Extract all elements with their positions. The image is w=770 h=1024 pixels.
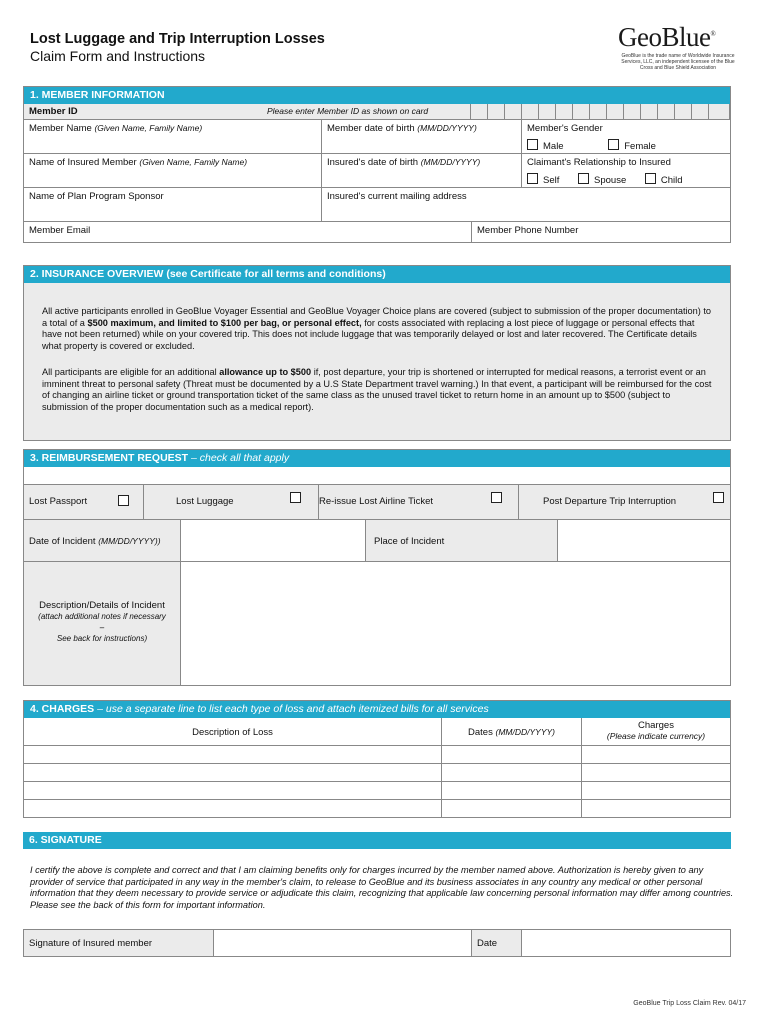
section-4-heading: 4. CHARGES – use a separate line to list each type of loss and attach itemized bills for all services [24, 701, 730, 718]
charge-amount-input[interactable] [582, 800, 730, 817]
lost-passport-checkbox[interactable] [118, 495, 129, 506]
charge-amount-input[interactable] [582, 764, 730, 782]
lost-passport-label: Lost Passport [29, 496, 88, 507]
col-dates-header [442, 718, 582, 746]
insured-dob-label: Insured's date of birth [327, 157, 419, 168]
member-id-box[interactable] [691, 104, 708, 120]
self-checkbox[interactable] [527, 173, 538, 184]
signature-date-input[interactable] [522, 930, 730, 956]
member-id-label: Member ID [29, 106, 78, 117]
date-incident-input[interactable] [181, 520, 366, 562]
member-id-box[interactable] [487, 104, 504, 120]
charge-amount-input[interactable] [582, 782, 730, 800]
member-id-box[interactable] [657, 104, 674, 120]
member-name-field[interactable] [24, 120, 322, 154]
insured-dob-hint: (MM/DD/YYYY) [420, 157, 481, 167]
male-label: Male [543, 141, 564, 152]
member-name-label: Member Name [29, 123, 92, 134]
relationship-field [522, 154, 730, 188]
col-description-label: Description of Loss [192, 727, 273, 738]
member-name-hint: (Given Name, Family Name) [94, 123, 203, 133]
female-label: Female [624, 141, 656, 152]
signature-date-label: Date [477, 938, 498, 949]
geoblue-logo: GeoBlue® [618, 22, 716, 52]
col-charges-hint: (Please indicate currency) [606, 731, 706, 741]
charge-description-input[interactable] [24, 764, 442, 782]
overview-paragraph-1: All active participants enrolled in GeoBlue Voyager Essential and GeoBlue Voyager Choice plans are covered (subject to submission of the proper documentation) to a total of a $500 maximum, and limited to $100 per bag, or personal effect, for costs associated with replacing a lost piece of luggage or personal effects that have not been returned) while on your covered trip. This does not include luggage that was temporarily delayed or lost and later recovered. The Certificate details what property is covered or excluded. [42, 306, 712, 351]
insured-name-field[interactable] [24, 154, 322, 188]
description-input[interactable] [181, 562, 730, 685]
member-id-row [24, 104, 730, 120]
child-checkbox[interactable] [645, 173, 656, 184]
date-label-cell [472, 930, 522, 956]
mailing-address-label: Insured's current mailing address [327, 191, 467, 202]
reimbursement-request-section [23, 449, 731, 686]
charge-dates-input[interactable] [442, 764, 582, 782]
male-checkbox[interactable] [527, 139, 538, 150]
member-id-box[interactable] [555, 104, 572, 120]
member-id-box[interactable] [470, 104, 487, 120]
post-departure-option [519, 485, 730, 520]
spacer-row [24, 467, 730, 485]
member-id-box[interactable] [640, 104, 657, 120]
section-3-heading: 3. REIMBURSEMENT REQUEST – check all that apply [24, 450, 730, 467]
charge-dates-input[interactable] [442, 746, 582, 764]
insurance-overview-section [23, 265, 731, 441]
section-2-heading: 2. INSURANCE OVERVIEW (see Certificate for all terms and conditions) [24, 266, 730, 283]
member-id-box[interactable] [708, 104, 725, 120]
member-id-box[interactable] [674, 104, 691, 120]
post-departure-label: Post Departure Trip Interruption [543, 496, 677, 507]
insured-name-hint: (Given Name, Family Name) [139, 157, 248, 167]
member-id-box[interactable] [572, 104, 589, 120]
charge-description-input[interactable] [24, 800, 442, 817]
signature-label: Signature of Insured member [29, 938, 153, 949]
post-departure-checkbox[interactable] [713, 492, 724, 503]
signature-label-cell [24, 930, 214, 956]
description-hint-2: – [99, 623, 105, 632]
charge-dates-input[interactable] [442, 800, 582, 817]
charge-amount-input[interactable] [582, 746, 730, 764]
relationship-label: Claimant's Relationship to Insured [527, 157, 671, 168]
description-hint-1: (attach additional notes if necessary [38, 612, 166, 621]
description-hint-3: See back for instructions) [56, 634, 148, 643]
member-information-section [23, 86, 731, 243]
signature-section-heading-box [23, 832, 731, 851]
col-charges-label: Charges [638, 720, 674, 731]
place-incident-label-cell [366, 520, 558, 562]
member-id-input[interactable] [470, 104, 730, 120]
gender-label: Member's Gender [527, 123, 603, 134]
charge-description-input[interactable] [24, 782, 442, 800]
insured-name-label: Name of Insured Member [29, 157, 137, 168]
signature-input[interactable] [214, 930, 472, 956]
member-gender-field [522, 120, 730, 154]
col-description-header [24, 718, 442, 746]
lost-passport-option [24, 485, 144, 520]
plan-sponsor-field[interactable] [24, 188, 322, 222]
reissue-ticket-option [319, 485, 519, 520]
member-dob-field[interactable] [322, 120, 522, 154]
place-incident-input[interactable] [558, 520, 730, 562]
charge-dates-input[interactable] [442, 782, 582, 800]
member-email-field[interactable] [24, 222, 472, 242]
member-id-hint: Please enter Member ID as shown on card [267, 106, 429, 116]
plan-sponsor-label: Name of Plan Program Sponsor [29, 191, 164, 202]
section-6-heading: 6. SIGNATURE [23, 832, 731, 849]
date-incident-label: Date of Incident [29, 536, 96, 547]
form-subtitle: Claim Form and Instructions [30, 48, 206, 64]
child-label: Child [660, 175, 683, 186]
member-phone-field[interactable] [472, 222, 730, 242]
lost-luggage-option [144, 485, 319, 520]
member-id-box[interactable] [589, 104, 606, 120]
logo-tagline: GeoBlue is the trade name of Worldwide Insurance Services, LLC, an independent licensee of the Blue Cross and Blue Shield Association [621, 53, 735, 71]
section-1-heading: 1. MEMBER INFORMATION [24, 87, 730, 104]
member-id-box[interactable] [606, 104, 623, 120]
signature-row [23, 929, 731, 957]
member-id-box[interactable] [504, 104, 521, 120]
self-label: Self [543, 175, 560, 186]
date-incident-hint: (MM/DD/YYYY)) [98, 536, 161, 546]
member-dob-label: Member date of birth [327, 123, 415, 134]
member-id-box[interactable] [521, 104, 538, 120]
lost-luggage-label: Lost Luggage [176, 496, 234, 507]
charges-section [23, 700, 731, 818]
mailing-address-field[interactable] [322, 188, 730, 222]
reissue-ticket-label: Re-issue Lost Airline Ticket [319, 496, 434, 507]
charge-description-input[interactable] [24, 746, 442, 764]
spouse-label: Spouse [594, 175, 627, 186]
col-dates-label: Dates [468, 727, 493, 738]
spouse-checkbox[interactable] [578, 173, 589, 184]
form-title: Lost Luggage and Trip Interruption Losses [30, 31, 325, 47]
place-incident-label: Place of Incident [374, 536, 445, 547]
insured-dob-field[interactable] [322, 154, 522, 188]
member-id-box[interactable] [538, 104, 555, 120]
date-incident-label-cell [24, 520, 181, 562]
col-charges-header [582, 718, 730, 746]
description-label-cell [24, 562, 181, 685]
member-id-box[interactable] [623, 104, 640, 120]
col-dates-hint: (MM/DD/YYYY) [495, 727, 555, 737]
overview-paragraph-2: All participants are eligible for an additional allowance up to $500 if, post departure, your trip is shortened or interrupted for medical reasons, a terrorist event or an imminent threat to personal safety (Threat must be documented by a U.S State Department travel warning.) In that event, a participant will be reimbursed for the cost of changing an airline ticket or ground transportation ticket of the same class as the unused travel ticket to return home in an amount up to $500 (subject to submission of the proper documentation such as a medical report). [42, 367, 712, 412]
form-revision-footer: GeoBlue Trip Loss Claim Rev. 04/17 [633, 1000, 746, 1007]
female-checkbox[interactable] [608, 139, 619, 150]
reissue-ticket-checkbox[interactable] [491, 492, 502, 503]
member-dob-hint: (MM/DD/YYYY) [417, 123, 477, 133]
certification-text: I certify the above is complete and correct and that I am claiming benefits only for charges incurred by the member named above. Authorization is hereby given to any provider of service that participated in any way in the member's claim, to release to GeoBlue and its business associates in any country any medical or other personal information that they deem necessary to provide service or adjudicate this claim, recognizing that applicable law concerning personal information may differ among countries. Please see the back of this form for important information. [30, 865, 734, 910]
lost-luggage-checkbox[interactable] [290, 492, 301, 503]
member-phone-label: Member Phone Number [477, 225, 579, 236]
member-email-label: Member Email [29, 225, 91, 236]
description-label: Description/Details of Incident [39, 600, 165, 611]
